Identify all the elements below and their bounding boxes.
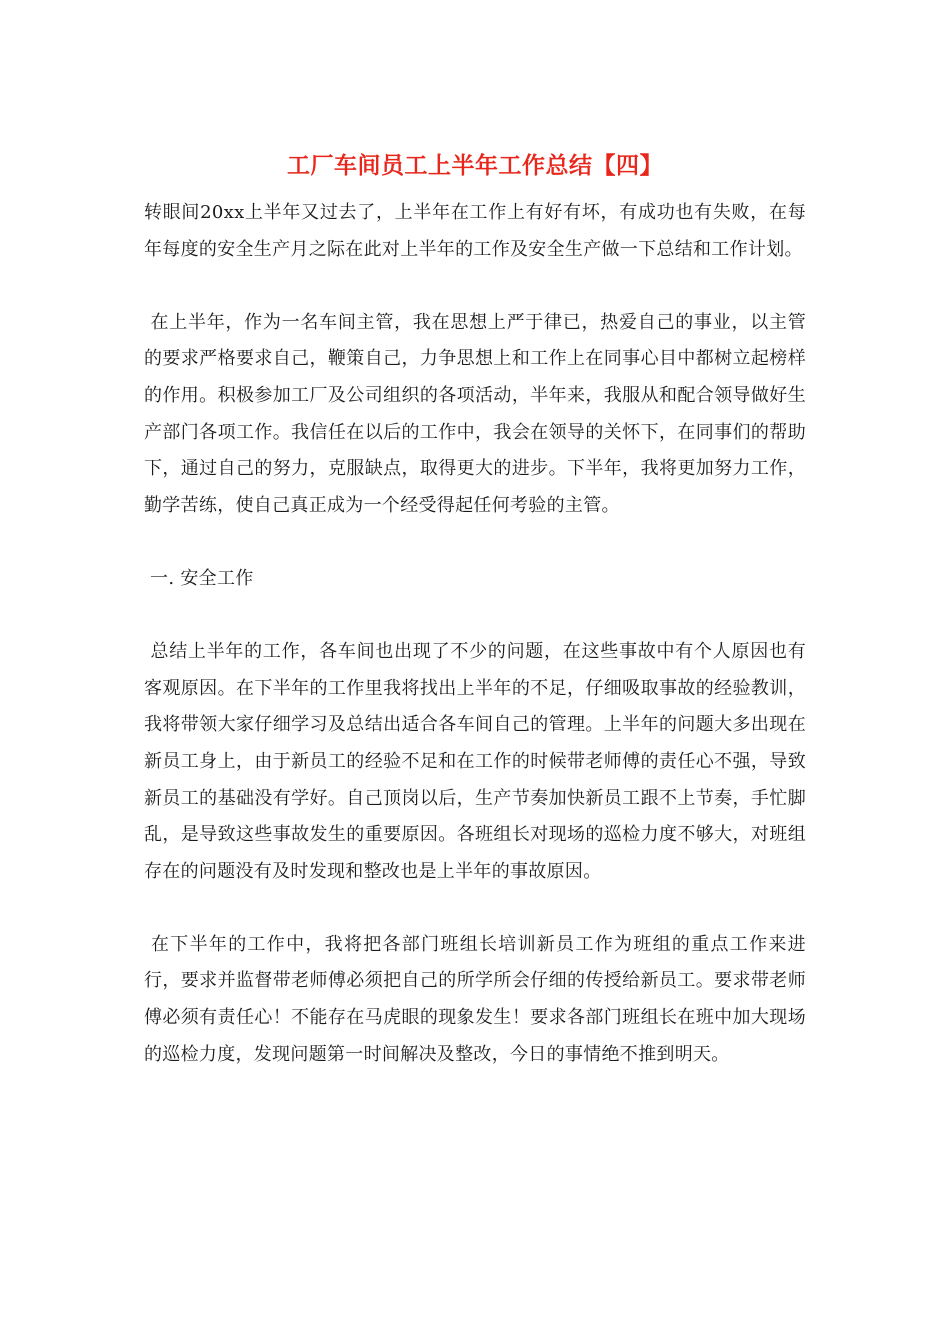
paragraph-intro: 转眼间20xx上半年又过去了，上半年在工作上有好有坏，有成功也有失败，在每年每度的安全生产月之际在此对上半年的工作及安全生产做一下总结和工作计划。 xyxy=(144,202,806,260)
paragraph-safety-summary: 总结上半年的工作，各车间也出现了不少的问题，在这些事故中有个人原因也有客观原因。在下半年的工作里我将找出上半年的不足，仔细吸取事故的经验教训，我将带领大家仔细学习及总结出适合各车间自己的管理。上半年的问题大多出现在新员工身上，由于新员工的经验不足和在工作的时候带老师傅的责任心不强，导致新员工的基础没有学好。自己顶岗以后，生产节奏加快新员工跟不上节奏，手忙脚乱，是导致这些事故发生的重要原因。各班组长对现场的巡检力度不够大，对班组存在的问题没有及时发现和整改也是上半年的事故原因。 xyxy=(144,641,806,882)
section-heading-safety: 一. 安全工作 xyxy=(144,567,254,589)
paragraph-supervisor: 在上半年，作为一名车间主管，我在思想上严于律已，热爱自己的事业，以主管的要求严格要求自己，鞭策自己，力争思想上和工作上在同事心目中都树立起榜样的作用。积极参加工厂及公司组织的各项活动，半年来，我服从和配合领导做好生产部门各项工作。我信任在以后的工作中，我会在领导的关怀下，在同事们的帮助下，通过自己的努力，克服缺点，取得更大的进步。下半年，我将更加努力工作，勤学苦练，使自己真正成为一个经受得起任何考验的主管。 xyxy=(144,311,806,516)
document-title: 工厂车间员工上半年工作总结【四】 xyxy=(287,152,663,179)
document-body xyxy=(144,195,806,1073)
paragraph-second-half-plan: 在下半年的工作中，我将把各部门班组长培训新员工作为班组的重点工作来进行，要求并监督带老师傅必须把自己的所学所会仔细的传授给新员工。要求带老师傅必须有责任心！不能存在马虎眼的现象发生！要求各部门班组长在班中加大现场的巡检力度，发现问题第一时间解决及整改，今日的事情绝不推到明天。 xyxy=(144,933,806,1065)
